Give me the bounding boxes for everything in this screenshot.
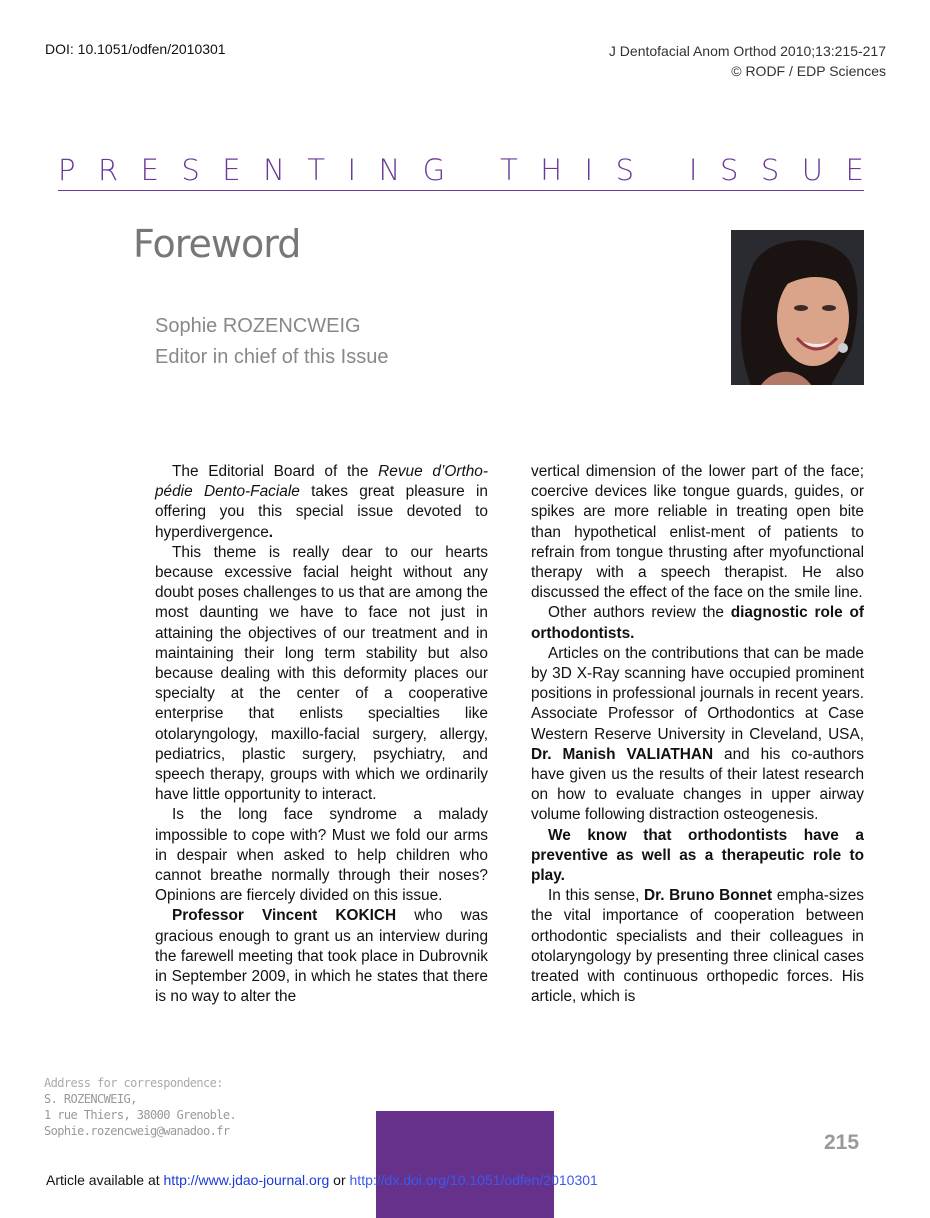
heading-letter: P — [58, 153, 76, 187]
heading-letter: R — [97, 153, 119, 187]
text-span: Articles on the contributions that can be made by 3D X-Ray scanning have occupied prominent positions in professional journals in recent years. Associate Professor of Orthodontics at Case Western Reserve University in Cleveland, USA, — [531, 644, 864, 743]
text-span: In this sense, — [548, 887, 645, 905]
page-number: 215 — [824, 1131, 860, 1154]
body-column-right — [531, 462, 864, 1007]
heading-letter: N — [263, 153, 285, 187]
footer-or: or — [329, 1172, 350, 1188]
author-role: Editor in chief of this Issue — [155, 346, 389, 368]
author-photo — [731, 230, 864, 385]
text-span: empha-sizes the vital importance of cooperation between orthodontic specialists and their colleagues in otolaryngology by presenting three clinical cases treated with continuous orthopedic forces. His article, which is — [531, 887, 864, 1006]
heading-letter: E — [140, 153, 159, 187]
heading-letter: G — [422, 153, 446, 187]
paragraph — [531, 644, 864, 826]
text-span: who was gracious enough to grant us an interview during the farewell meeting that took place in Dubrovnik in September 2009, in which he states that there is no way to alter the — [155, 907, 489, 1006]
heading-letter: H — [540, 153, 563, 187]
heading-letter: S — [615, 153, 634, 187]
footer-prefix: Article available at — [46, 1172, 164, 1188]
author-block — [155, 311, 388, 373]
heading-letter: S — [181, 153, 200, 187]
bold-name: Professor Vincent KOKICH — [172, 907, 397, 925]
heading-letter: U — [801, 153, 823, 187]
heading-letter: I — [347, 153, 356, 187]
heading-letter: E — [222, 153, 241, 187]
heading-letter: I — [584, 153, 594, 187]
journal-name-italic: Revue d’Ortho-pédie Dento-Faciale — [155, 463, 488, 501]
bold-phrase: We know that orthodontists have a preventive as well as a therapeutic role to play. — [531, 826, 864, 885]
paragraph — [155, 462, 488, 543]
bold-name: Dr. Manish VALIATHAN — [531, 745, 714, 763]
heading-letter: E — [845, 153, 864, 187]
heading-letter: T — [500, 153, 518, 187]
bold-phrase: diagnostic role of orthodontists. — [531, 604, 864, 642]
paragraph: This theme is really dear to our hearts because excessive facial height without any doubt poses challenges to us that are among the most daunting we have to face not just in attaining the objectives of our treatment and in maintaining their long term stability but also because dealing with this deformity places our specialty at the center of a cooperative enterprise that enlists specialties like otolaryngology, maxillo-facial surgery, allergy, pediatrics, plastic surgery, psychiatry, and speech therapy, groups with which we ordinarily have little opportunity to interact. — [155, 543, 488, 804]
text-span: takes great pleasure in offering you this special issue devoted to hyperdivergence — [155, 483, 488, 541]
correspondence-label: Address for correspondence: — [44, 1076, 223, 1090]
doi-line: DOI: 10.1051/odfen/2010301 — [45, 41, 226, 57]
paragraph: vertical dimension of the lower part of the face; coercive devices like tongue guards, guides, or spikes are more reliable in treating open bite than hypothetical enlist-ment of patients to refrain from tongue thrusting after myofunctional therapy with a speech therapist. He also discussed the effect of the face on the smile line. — [531, 463, 864, 602]
body-column-left — [155, 462, 488, 1007]
heading-letter: T — [307, 153, 325, 187]
heading-letter: S — [719, 153, 739, 187]
correspondence-name: S. ROZENCWEIG, — [44, 1092, 137, 1106]
paragraph: Is the long face syndrome a malady impossible to cope with? Must we fold our arms in despair when asked to help children who cannot breathe normally through their noses? Opinions are fiercely divided on this issue. — [155, 806, 488, 905]
correspondence-street: 1 rue Thiers, 38000 Grenoble. — [44, 1108, 237, 1122]
paragraph — [531, 886, 864, 1007]
section-divider — [58, 190, 864, 191]
author-name: Sophie ROZENCWEIG — [155, 315, 361, 337]
journal-reference: J Dentofacial Anom Orthod 2010;13:215-217 — [608, 43, 886, 59]
bold-period: . — [268, 523, 274, 541]
bold-name: Dr. Bruno Bonnet — [644, 887, 773, 905]
article-availability-footer — [46, 1172, 598, 1188]
journal-website-link[interactable]: http://www.jdao-journal.org — [163, 1172, 330, 1188]
text-span: Other authors review the — [548, 604, 731, 622]
doi-link[interactable]: http://dx.doi.org/10.1051/odfen/2010301 — [349, 1172, 598, 1188]
paragraph — [155, 906, 488, 1007]
text-span: The Editorial Board of the — [172, 463, 379, 480]
journal-citation — [609, 41, 886, 81]
section-heading — [58, 150, 864, 190]
text-span: and his co-authors have given us the results of their latest research on how to evaluate changes in upper airway volume following distraction osteogenesis. — [531, 745, 864, 824]
correspondence-address — [44, 1075, 236, 1139]
article-title: Foreword — [133, 222, 301, 266]
paragraph — [531, 826, 864, 887]
heading-letter: I — [688, 153, 698, 187]
decorative-color-block — [376, 1111, 554, 1218]
correspondence-email: Sophie.rozencweig@wanadoo.fr — [44, 1124, 230, 1138]
heading-letter: S — [760, 153, 780, 187]
heading-letter: N — [378, 153, 401, 187]
paragraph — [531, 603, 864, 643]
copyright-line: © RODF / EDP Sciences — [731, 63, 886, 79]
portrait-image — [731, 230, 864, 385]
